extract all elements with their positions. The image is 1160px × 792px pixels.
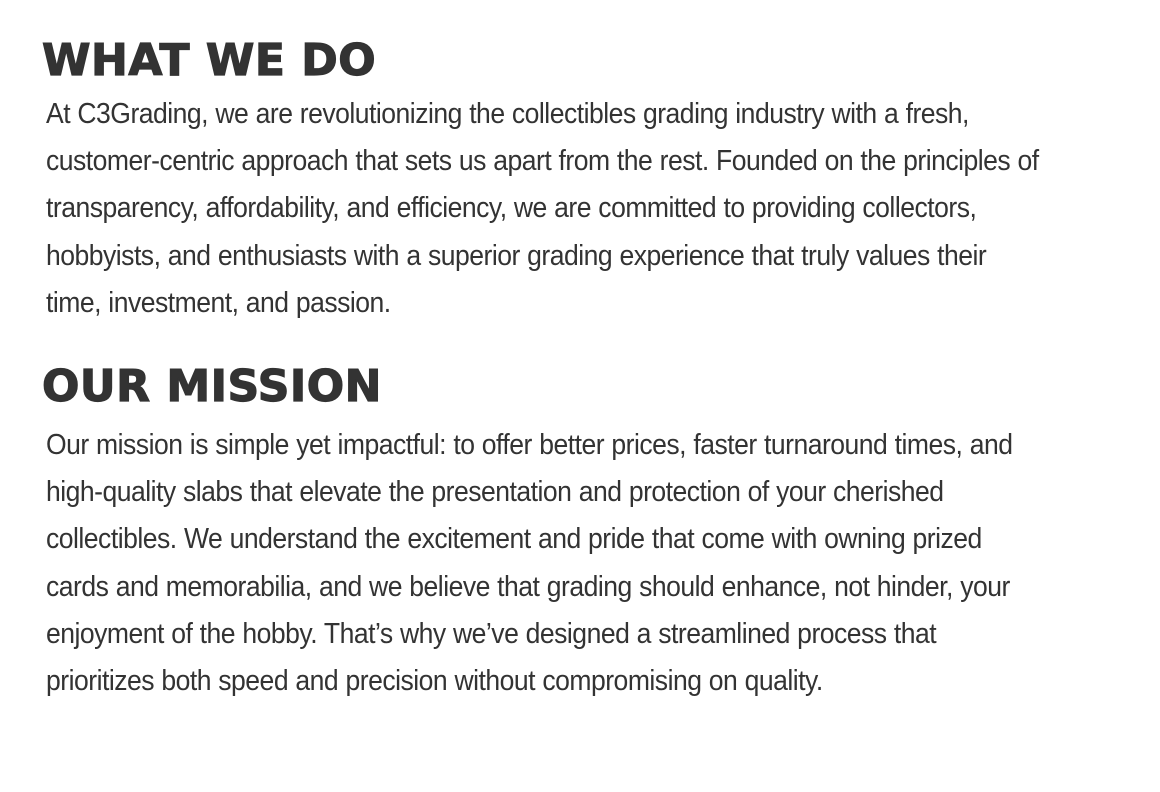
what-we-do-paragraph: At C3Grading, we are revolutionizing the collectibles grading industry with a fresh, customer-centric approach that sets us apart from the rest. Founded on the principles of transparency, affordability, and efficiency, we are committed to providing collectors, hobbyists, and enthusiasts with a superior grading experience that truly values their time, investment, and passion. (46, 98, 1039, 319)
what-we-do-heading: WHAT WE DO (42, 35, 377, 86)
our-mission-heading: OUR MISSION (42, 361, 382, 412)
our-mission-paragraph: Our mission is simple yet impactful: to offer better prices, faster turnaround times, and high-quality slabs that elevate the presentation and protection of your cherished collectibles. We understand the excitement and pride that come with owning prized cards and memorabilia, and we believe that grading should enhance, not hinder, your enjoyment of the hobby. That’s why we’ve designed a streamlined process that prioritizes both speed and precision without compromising on quality. (46, 429, 1013, 698)
